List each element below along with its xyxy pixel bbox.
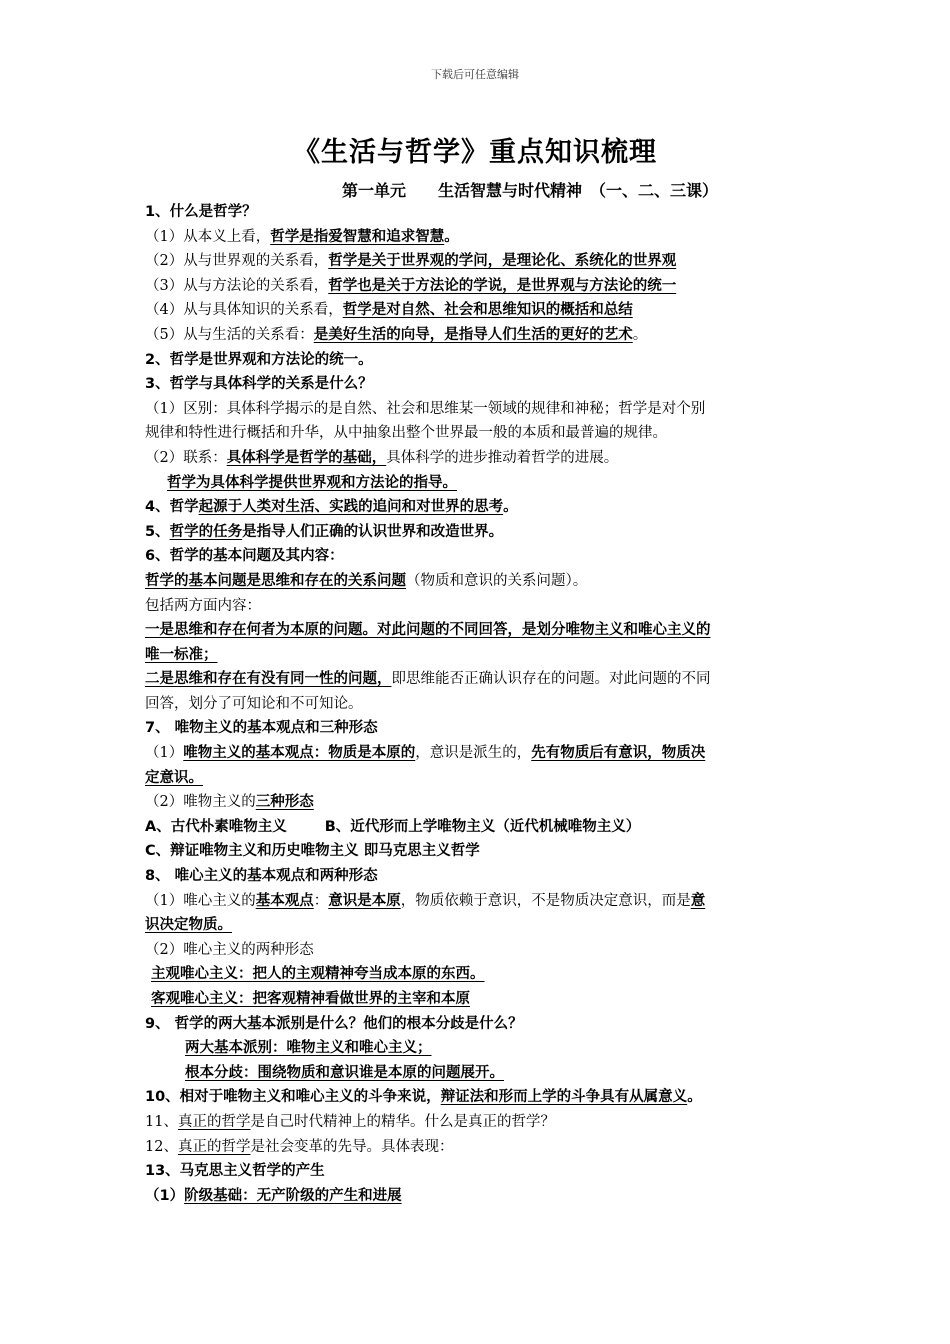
answer-8-1-cont: 识决定物质。 [145, 917, 232, 934]
question-8: 8、 唯心主义的基本观点和两种形态 [145, 868, 378, 885]
answer-6-intro: 包括两方面内容： [145, 597, 261, 614]
objective-idealism: 客观唯心主义：把客观精神看做世界的主宰和本原 [151, 991, 470, 1007]
point-10: 10、相对于唯物主义和唯心主义的斗争来说，辩证法和形而上学的斗争具有从属意义。 [145, 1089, 702, 1106]
question-9: 9、 哲学的两大基本派别是什么？他们的根本分歧是什么？ [145, 1015, 523, 1032]
point-12: 12、真正的哲学是社会变革的先导。具体表现： [145, 1138, 454, 1155]
point-4: 4、哲学起源于人类对生活、实践的追问和对世界的思考。 [145, 499, 518, 516]
subjective-idealism: 主观唯心主义：把人的主观精神夸当成本原的东西。 [151, 966, 485, 983]
answer-1-3: （3）从与方法论的关系看，哲学也是关于方法论的学说，是世界观与方法论的统一 [145, 277, 677, 294]
materialism-form-c: C、辩证唯物主义和历史唯物主义 即马克思主义哲学 [145, 843, 480, 860]
answer-6-part-1: 一是思维和存在何者为本原的问题。对此问题的不同回答，是划分唯物主义和唯心主义的 [145, 622, 711, 639]
answer-6-part-1-cont: 唯一标准； [145, 646, 218, 663]
answer-7-1: （1）唯物主义的基本观点：物质是本原的，意识是派生的，先有物质后有意识，物质决 [145, 745, 706, 762]
question-6: 6、哲学的基本问题及其内容： [145, 548, 344, 565]
question-3: 3、哲学与具体科学的关系是什么？ [145, 376, 373, 393]
document-title: 《生活与哲学》重点知识梳理 [293, 137, 657, 168]
answer-9-divergence: 根本分歧：围绕物质和意识谁是本原的问题展开。 [185, 1064, 504, 1081]
answer-3-2-cont: 哲学为具体科学提供世界观和方法论的指导。 [167, 474, 457, 491]
answer-7-1-cont: 定意识。 [145, 769, 203, 786]
answer-1-1: （1）从本义上看，哲学是指爱智慧和追求智慧。 [145, 228, 459, 245]
unit-subtitle: 第一单元 生活智慧与时代精神 （一、二、三课） [342, 181, 719, 200]
page-header: 下载后可任意编辑 [431, 68, 519, 81]
answer-6-part-2: 二是思维和存在有没有同一性的问题，即思维能否正确认识存在的问题。对此问题的不同 [145, 671, 711, 688]
materialism-forms: A、古代朴素唯物主义 B、近代形而上学唯物主义（近代机械唯物主义） [145, 818, 641, 835]
question-1: 1、什么是哲学？ [145, 204, 257, 220]
question-13: 13、马克思主义哲学的产生 [145, 1163, 325, 1180]
answer-6: 哲学的基本问题是思维和存在的关系问题（物质和意识的关系问题）。 [145, 572, 588, 589]
document-body [145, 200, 810, 1208]
answer-3-1: （1）区别：具体科学揭示的是自然、社会和思维某一领域的规律和神秘；哲学是对个别 [145, 400, 706, 417]
answer-1-5: （5）从与生活的关系看：是美好生活的向导，是指导人们生活的更好的艺术。 [145, 326, 648, 343]
answer-8-2: （2）唯心主义的两种形态 [145, 941, 314, 958]
answer-3-1-cont: 规律和特性进行概括和升华，从中抽象出整个世界最一般的本质和最普遍的规律。 [145, 425, 667, 442]
answer-8-1: （1）唯心主义的基本观点：意识是本原，物质依赖于意识，不是物质决定意识，而是意 [145, 892, 706, 909]
question-7: 7、 唯物主义的基本观点和三种形态 [145, 720, 378, 737]
point-11: 11、真正的哲学是自己时代精神上的精华。什么是真正的哲学？ [145, 1113, 555, 1130]
answer-13-1: （1）阶级基础：无产阶级的产生和进展 [145, 1187, 402, 1204]
answer-6-part-2-cont: 回答，划分了可知论和不可知论。 [145, 695, 363, 712]
point-2: 2、哲学是世界观和方法论的统一。 [145, 351, 373, 368]
answer-7-2: （2）唯物主义的三种形态 [145, 794, 314, 811]
answer-1-4: （4）从与具体知识的关系看，哲学是对自然、社会和思维知识的概括和总结 [145, 302, 633, 319]
answer-9-schools: 两大基本派别：唯物主义和唯心主义； [185, 1040, 432, 1057]
answer-1-2: （2）从与世界观的关系看，哲学是关于世界观的学问，是理论化、系统化的世界观 [145, 253, 677, 270]
answer-3-2: （2）联系：具体科学是哲学的基础，具体科学的进步推动着哲学的进展。 [145, 449, 619, 466]
point-5: 5、哲学的任务是指导人们正确的认识世界和改造世界。 [145, 523, 504, 540]
